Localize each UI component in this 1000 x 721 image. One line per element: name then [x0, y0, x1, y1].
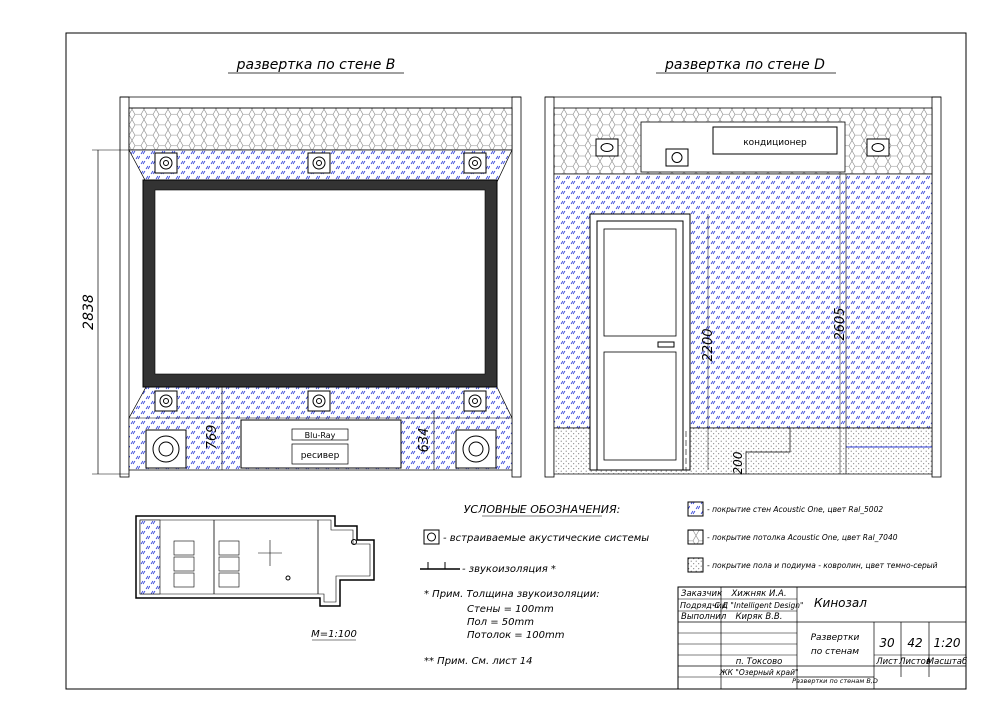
legend-insulation-symbol [420, 562, 460, 569]
title-wall-d: развертка по стене D [665, 57, 825, 73]
legend-note-floor: Пол = 50mm [467, 617, 534, 628]
legend-ceiling-swatch [688, 530, 703, 544]
stamp-contractor-label: Подрядчик [680, 601, 727, 610]
wall-d-door-handle [658, 342, 674, 347]
stamp-sheet-title-1: Развертки [810, 633, 860, 643]
wall-d-dim-2605: 2605 [833, 307, 848, 341]
wall-b-speaker-top-right [464, 153, 486, 173]
wall-b-elevation [81, 97, 521, 477]
wall-b-dim-height: 2838 [81, 294, 97, 330]
wall-b-speaker-bottom-left [155, 391, 177, 411]
wall-b-speaker-top-center [308, 153, 330, 173]
stamp-sheets-total: 42 [907, 636, 923, 650]
wall-d-ac-label: кондиционер [743, 138, 807, 148]
wall-d-dim-2200: 2200 [701, 328, 716, 362]
legend-speakers: - встраиваемые акустические системы [443, 533, 650, 544]
wall-b-ceiling [129, 108, 512, 150]
stamp-customer-value: Хижняк И.А. [731, 589, 787, 599]
wall-b-subwoofer-left [146, 430, 186, 468]
wall-b-receiver-label: ресивер [300, 451, 340, 461]
stamp-scale: 1:20 [933, 636, 961, 650]
legend-note-2: ** Прим. См. лист 14 [424, 656, 533, 667]
wall-d-elevation [545, 97, 941, 477]
stamp-sheet-label: Лист [876, 657, 898, 667]
stamp-location-1: п. Токсово [735, 657, 783, 667]
stamp-performed-label: Выполнил [681, 612, 727, 622]
wall-d-dim-200: 200 [731, 451, 745, 475]
wall-b-speaker-bottom-center [308, 391, 330, 411]
stamp-sheet-no: 30 [879, 636, 895, 650]
stamp-drawing-name: Развертки по стенам B,D [792, 677, 878, 685]
wall-b-dim-634: 634 [417, 427, 432, 453]
wall-d-speaker-center [666, 149, 688, 166]
legend-note-walls: Стены = 100mm [467, 604, 554, 615]
legend-title: УСЛОВНЫЕ ОБОЗНАЧЕНИЯ: [463, 503, 621, 516]
legend-wall-swatch [688, 502, 703, 516]
wall-b-dim-769: 769 [205, 424, 220, 450]
stamp-sheet-title-2: по стенам [810, 647, 860, 657]
stamp-location-2: ЖК "Озерный край" [719, 668, 799, 677]
legend-insulation: - звукоизоляция * [462, 564, 556, 575]
stamp-customer-label: Заказчик [681, 589, 723, 599]
legend-ceiling-cover: - покрытие потолка Acoustic One, цвет Ral_7040 [707, 533, 898, 542]
floor-plan [136, 516, 374, 606]
wall-b-speaker-top-left [155, 153, 177, 173]
wall-d-speaker-left [596, 139, 618, 156]
wall-b-bluray-label: Blu-Ray [304, 431, 336, 440]
wall-b-subwoofer-right [456, 430, 496, 468]
legend-wall-cover: - покрытие стен Acoustic One, цвет Ral_5002 [707, 505, 884, 514]
plan-scale: М=1:100 [311, 629, 357, 640]
stamp-performed-value: Киряк В.В. [735, 612, 783, 622]
wall-b-speaker-bottom-right [464, 391, 486, 411]
stamp-scale-label: Масштаб [926, 657, 968, 667]
stamp-sheets-label: Листов [899, 657, 931, 667]
legend-speaker-symbol [424, 530, 439, 544]
legend-note-ceiling: Потолок = 100mm [467, 630, 565, 641]
stamp-project: Кинозал [814, 596, 867, 610]
legend-floor-swatch [688, 558, 703, 572]
legend-note-title: * Прим. Толщина звукоизоляции: [424, 589, 600, 600]
title-wall-b: развертка по стене B [236, 57, 396, 73]
wall-d-speaker-right [867, 139, 889, 156]
legend-floor-cover: - покрытие пола и подиума - ковролин, цвет темно-серый [707, 561, 938, 570]
stamp-contractor-value: С.Д "Intelligent Design" [714, 601, 804, 610]
